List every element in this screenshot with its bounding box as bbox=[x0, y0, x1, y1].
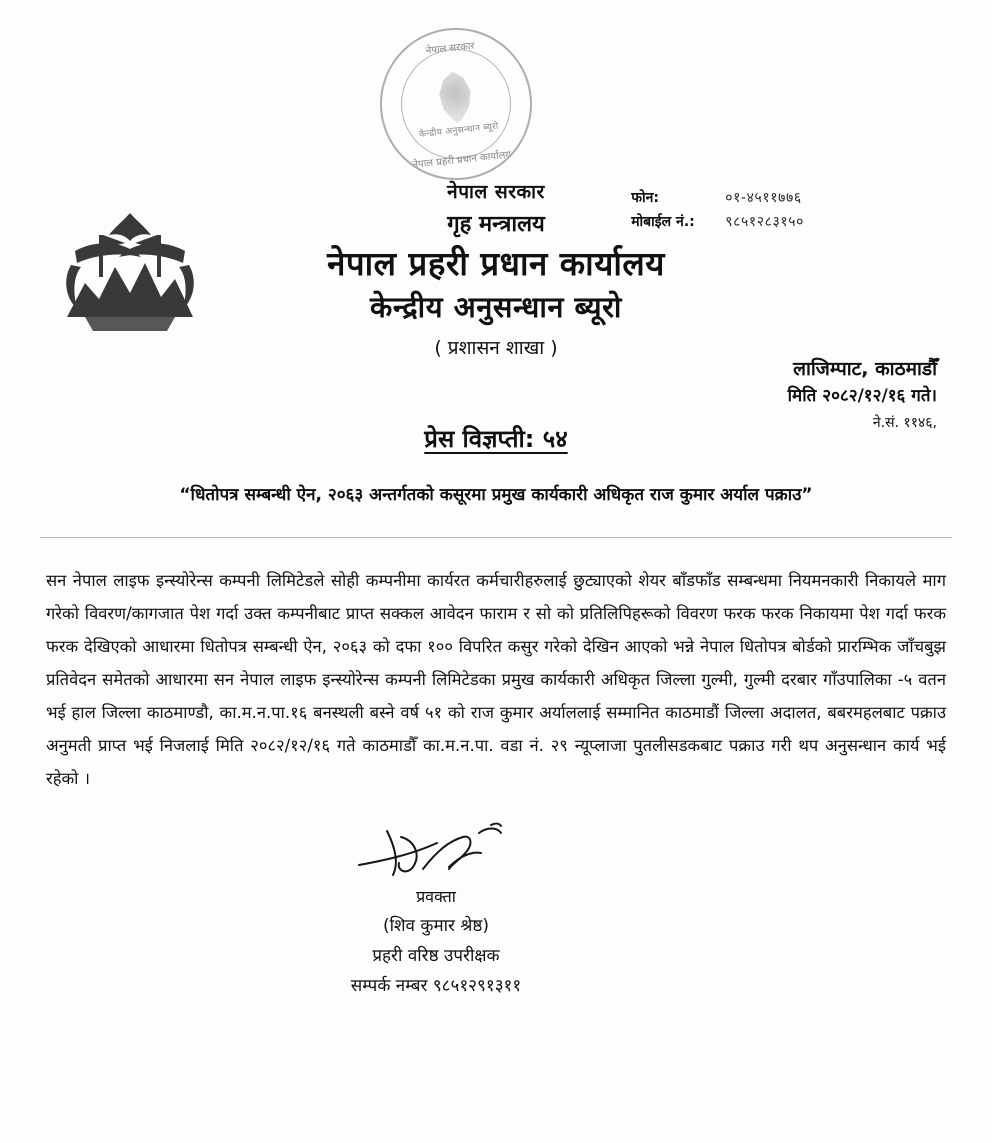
document-reference-number: ने.सं. ११४६, bbox=[872, 415, 937, 431]
signatory-rank: प्रहरी वरिष्ठ उपरीक्षक bbox=[372, 946, 500, 966]
signatory-contact: सम्पर्क नम्बर ९८५१२९१३११ bbox=[350, 976, 522, 996]
phone-value: ०१-४५११७७६ bbox=[725, 190, 802, 206]
seal-inner-ring bbox=[396, 44, 517, 165]
handwritten-signature bbox=[0, 821, 872, 883]
phone-row bbox=[631, 186, 804, 210]
signatory-role: प्रवक्ता bbox=[416, 887, 456, 906]
government-name: नेपाल सरकार bbox=[447, 181, 545, 203]
branch-name: ( प्रशासन शाखा ) bbox=[434, 337, 558, 359]
press-release-subject: “धितोपत्र सम्बन्धी ऐन, २०६३ अन्तर्गतको कसूरमा प्रमुख कार्यकारी अधिकृत राज कुमार अर्याल पक्राउ” bbox=[179, 485, 813, 505]
divider bbox=[40, 537, 952, 538]
signature-block bbox=[0, 821, 992, 1001]
ministry-name: गृह मन्त्रालय bbox=[447, 212, 545, 237]
seal-center-text: केन्द्रीय अनुसन्धान ब्यूरो bbox=[418, 121, 499, 140]
office-name: नेपाल प्रहरी प्रधान कार्यालय bbox=[327, 244, 665, 283]
bureau-name: केन्द्रीय अनुसन्धान ब्यूरो bbox=[370, 290, 622, 324]
address-block bbox=[788, 356, 937, 437]
document-date: मिति २०८२/१२/१६ गते। bbox=[787, 386, 937, 406]
header-title-block bbox=[0, 178, 992, 360]
contact-block bbox=[631, 186, 804, 234]
seal-emblem-icon bbox=[430, 69, 481, 126]
official-seal-stamp bbox=[372, 20, 539, 187]
seal-arc-top-text: नेपाल सरकार bbox=[425, 40, 476, 57]
press-release-body: सन नेपाल लाइफ इन्स्योरेन्स कम्पनी लिमिटेडले सोही कम्पनीमा कार्यरत कर्मचारीहरुलाई छुट्याएको शेयर बाँडफाँड सम्बन्धमा नियमनकारी निकायले माग गरेको विवरण/कागजात पेश गर्दा उक्त कम्पनीबाट प्राप्त सक्कल आवेदन फाराम र सो को प्रतिलिपिहरूको विवरण फरक फरक निकायमा पेश गर्दा फरक फरक देखिएको आधारमा धितोपत्र सम्बन्धी ऐन, २०६३ को दफा १०० विपरित कसुर गरेको देखिन आएको भन्ने नेपाल धितोपत्र बोर्डको प्रारम्भिक जाँचबुझ प्रतिवेदन समेतको आधारमा सन नेपाल लाइफ इन्स्योरेन्स कम्पनी लिमिटेडका प्रमुख कार्यकारी अधिकृत जिल्ला गुल्मी, गुल्मी दरबार गाँउपालिका -५ वतन भई हाल जिल्ला काठमाण्डौ, का.म.न.पा.१६ बनस्थली बस्ने वर्ष ५१ को राज कुमार अर्याललाई सम्मानित काठमाडौं जिल्ला अदालत, बबरमहलबाट पक्राउ अनुमती प्राप्त भई निजलाई मिति २०८२/१२/१६ गते काठमाडौँ का.म.न.पा. वडा नं. २९ न्यूप्लाजा पुतलीसडकबाट पक्राउ गरी थप अनुसन्धान कार्य भई रहेको । bbox=[46, 571, 946, 788]
document-header bbox=[0, 0, 992, 431]
seal-arc-bottom-text: नेपाल प्रहरी प्रधान कार्यालय bbox=[412, 149, 512, 171]
signatory-name: (शिव कुमार श्रेष्ठ) bbox=[382, 916, 490, 936]
phone-label: फोन: bbox=[631, 190, 659, 206]
mobile-row bbox=[631, 210, 804, 234]
press-release-title: प्रेस विज्ञप्ती: ५४ bbox=[424, 425, 568, 453]
mobile-value: ९८५१२८३१५० bbox=[725, 214, 804, 230]
mobile-label: मोबाईल नं.: bbox=[631, 214, 695, 230]
address-place: लाजिम्पाट, काठमाडौँ bbox=[793, 358, 937, 380]
